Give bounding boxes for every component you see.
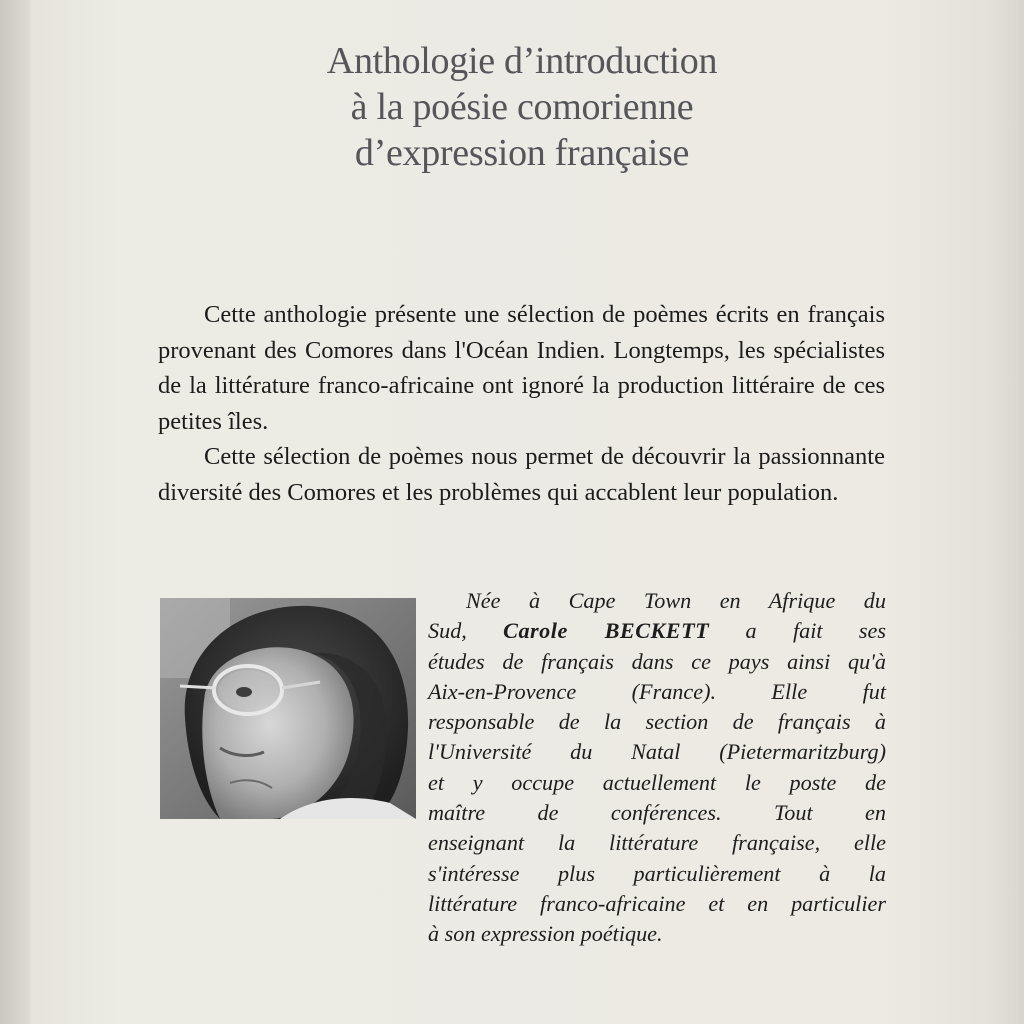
bio-line [428,616,886,646]
bio-line: et y occupe actuellement le poste de [428,769,886,795]
book-title [0,38,1024,176]
bio-line: Aix-en-Provence (France). Elle fut [428,678,886,704]
author-biography [428,586,886,950]
bio-line: l'Université du Natal (Pietermaritzburg) [428,739,886,765]
bio-line: études de français dans ce pays ainsi qu'à [428,648,886,674]
book-summary [158,297,885,510]
author-portrait [160,598,416,819]
bio-line: Née à Cape Town en Afrique du [466,588,886,613]
title-line-1: Anthologie d’introduction [326,40,718,82]
summary-paragraph-2: Cette sélection de poèmes nous permet de découvrir la passionnante diversité des Comores et les problèmes qui accablent leur population. [158,443,885,506]
bio-text: Sud, [428,618,467,644]
bio-line: à son expression poétique. [428,921,663,947]
bio-line: enseignant la littérature française, elle [428,830,886,856]
title-line-3: d’expression française [354,132,690,174]
bio-line: littérature franco-africaine et en particulier [428,890,886,916]
author-name: Carole BECKETT [503,618,710,644]
bio-line: responsable de la section de français à [428,709,886,735]
bio-line: maître de conférences. Tout en [428,800,886,826]
title-line-2: à la poésie comorienne [350,86,694,128]
bio-text: a fait ses [745,618,886,644]
bio-line: s'intéresse plus particulièrement à la [428,860,886,886]
summary-paragraph-1: Cette anthologie présente une sélection de poèmes écrits en français provenant des Comores dans l'Océan Indien. Longtemps, les spécialistes de la littérature franco-africaine ont ignoré la production littéraire de ces petites îles. [158,301,885,435]
